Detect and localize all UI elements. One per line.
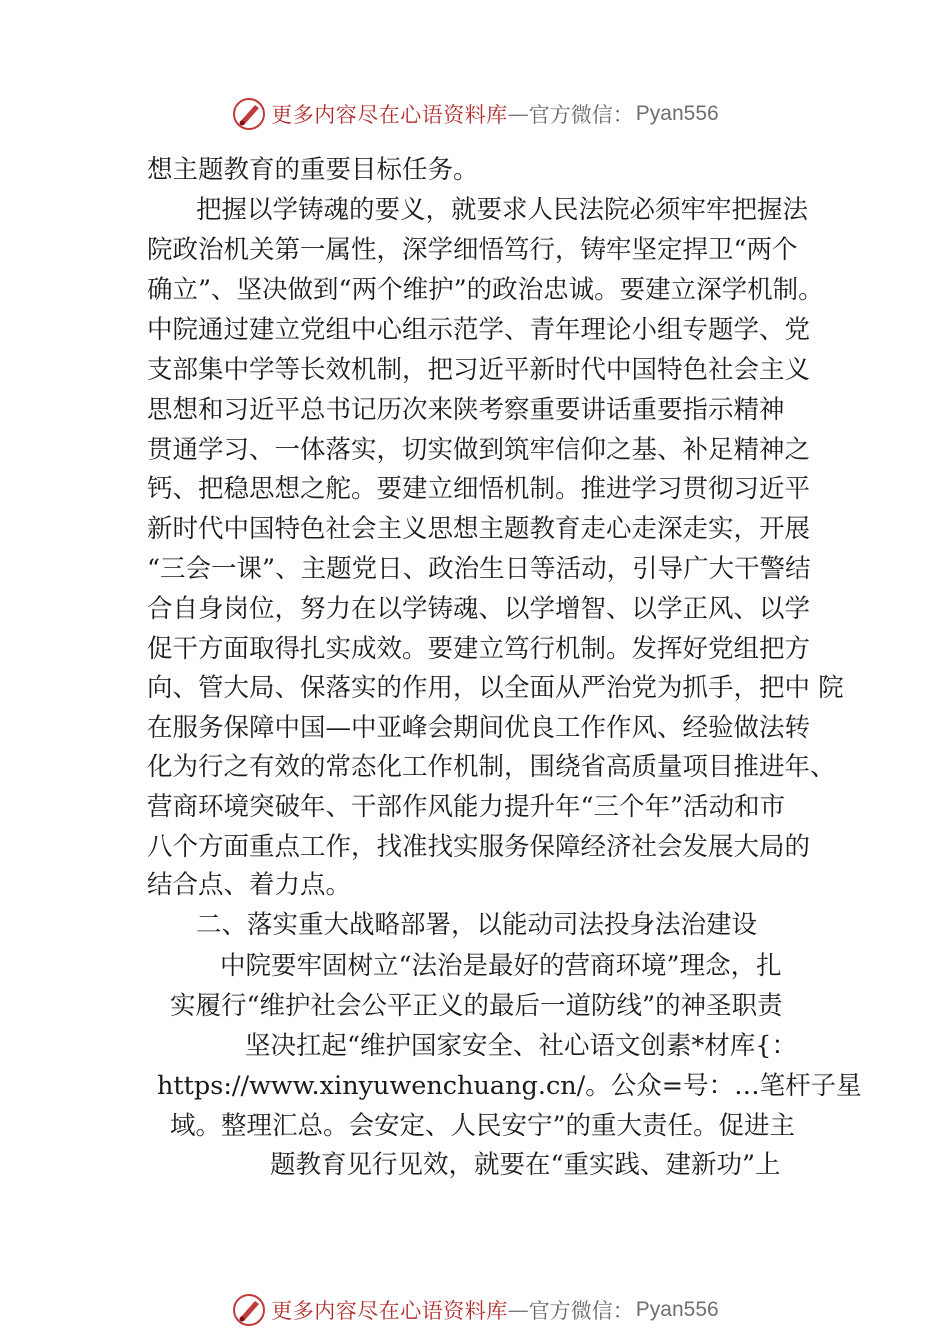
banner-wechat-label: 官方微信： [528, 1299, 634, 1323]
body-line: 坚决扛起“维护国家安全、社心语文创素*材库{： [245, 1031, 798, 1061]
banner-brand-text: 更多内容尽在心语资料库 [271, 1299, 508, 1323]
header-watermark-banner [0, 94, 950, 134]
body-line: 中院要牢固树立“法治是最好的营商环境”理念，扎 [220, 951, 782, 981]
body-line: 化为行之有效的常态化工作机制，围绕省高质量项目推进年、 [147, 752, 836, 782]
pen-logo-icon [231, 96, 267, 132]
footer-watermark-banner [0, 1290, 950, 1330]
banner-brand-text: 更多内容尽在心语资料库 [271, 103, 508, 127]
body-line: 实履行“维护社会公平正义的最后一道防线”的神圣职责 [170, 991, 783, 1021]
body-line: 把握以学铸魂的要义，就要求人民法院必须牢牢把握法 [196, 195, 809, 225]
body-line: 院政治机关第一属性，深学细悟笃行，铸牢坚定捍卫“两个 [147, 235, 798, 265]
body-line: 中院通过建立党组中心组示范学、青年理论小组专题学、党 [147, 315, 811, 345]
body-line: 八个方面重点工作，找准找实服务保障经济社会发展大局的 [147, 832, 811, 862]
section-heading: 二、落实重大战略部署，以能动司法投身法治建设 [196, 910, 758, 940]
body-line: 向、管大局、保落实的作用，以全面从严治党为抓手，把中 院 [147, 673, 844, 703]
body-line: 促干方面取得扎实成效。要建立笃行机制。发挥好党组把方 [147, 634, 811, 664]
body-line: 合自身岗位，努力在以学铸魂、以学增智、以学正风、以学 [147, 594, 811, 624]
banner-wechat-label: 官方微信： [528, 103, 634, 127]
body-line: 确立”、坚决做到“两个维护”的政治忠诚。要建立深学机制。 [147, 275, 824, 305]
body-line: 营商环境突破年、干部作风能力提升年“三个年”活动和市 [147, 792, 786, 822]
body-line: 钙、把稳思想之舵。要建立细悟机制。推进学习贯彻习近平 [147, 474, 811, 504]
body-line: 想主题教育的重要目标任务。 [147, 155, 479, 185]
body-line: “三会一课”、主题党日、政治生日等活动，引导广大干警结 [147, 554, 811, 584]
body-line: 贯通学习、一体落实，切实做到筑牢信仰之基、补足精神之 [147, 435, 811, 465]
body-line: 域。整理汇总。会安定、人民安宁”的重大责任。促进主 [170, 1111, 796, 1141]
body-line: 支部集中学等长效机制，把习近平新时代中国特色社会主义 [147, 355, 811, 385]
body-line: 思想和习近平总书记历次来陕考察重要讲话重要指示精神 [147, 395, 785, 425]
banner-wechat-id: Pyan556 [635, 102, 719, 125]
banner-separator: — [507, 102, 529, 126]
body-line: 结合点、着力点。 [147, 870, 352, 900]
body-line: https://www.xinyuwenchuang.cn/。公众=号：…笔杆子星 [157, 1071, 862, 1101]
banner-separator: — [507, 1298, 529, 1322]
body-line: 新时代中国特色社会主义思想主题教育走心走深走实，开展 [147, 514, 811, 544]
body-line: 题教育见行见效，就要在“重实践、建新功”上 [270, 1150, 781, 1180]
banner-wechat-id: Pyan556 [635, 1298, 719, 1321]
body-line: 在服务保障中国—中亚峰会期间优良工作作风、经验做法转 [147, 713, 811, 743]
pen-logo-icon [231, 1292, 267, 1328]
